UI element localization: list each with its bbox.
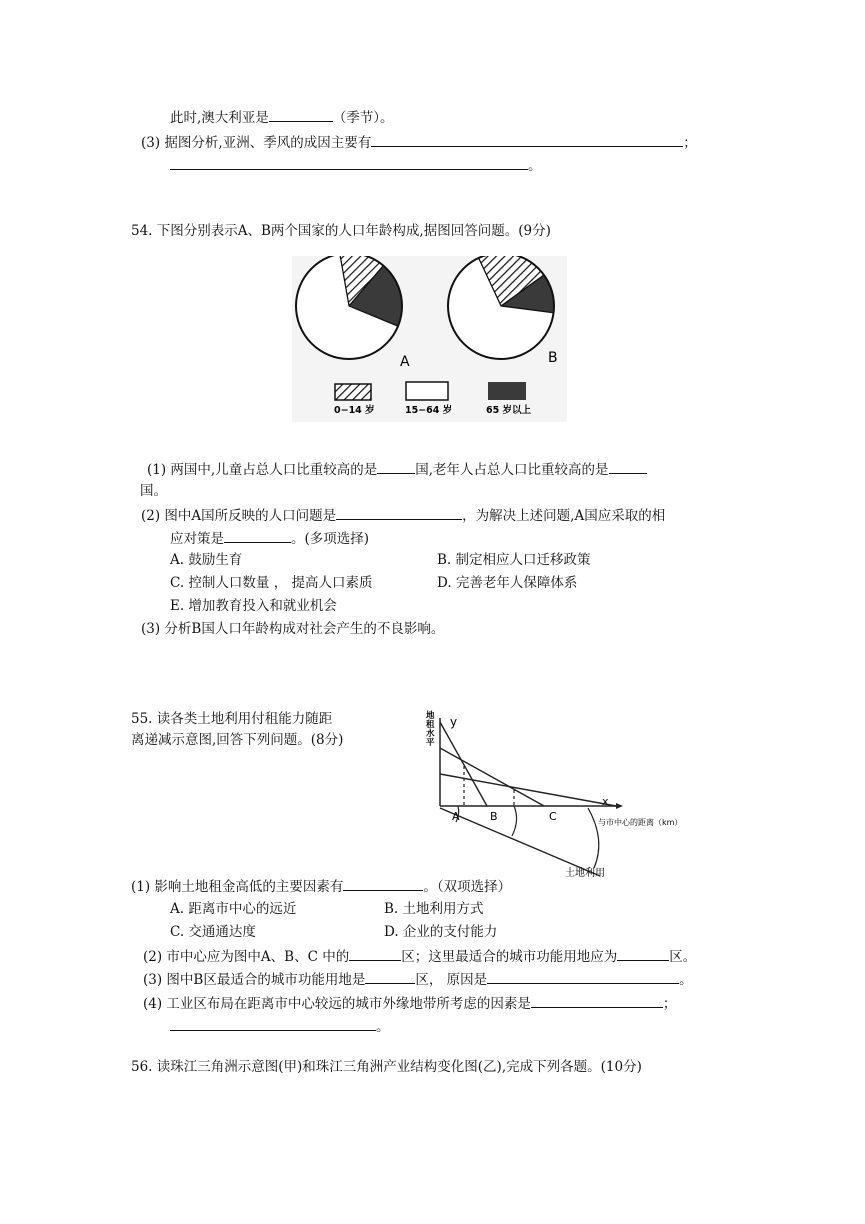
q54-part1-end: 国。 [140, 483, 167, 499]
q55-part1: (1) 影响土地租金高低的主要因素有 。（双项选择） [131, 876, 511, 896]
answer-blank[interactable] [349, 946, 401, 961]
lower-boundary [440, 808, 600, 876]
answer-blank[interactable] [170, 155, 528, 170]
answer-blank[interactable] [336, 505, 462, 520]
answer-blank[interactable] [170, 1016, 376, 1031]
q54-option-a: A. 鼓励生育 [170, 552, 243, 568]
q55-title-line2: 离递减示意图,回答下列问题。(8分) [131, 732, 344, 748]
q54-option-c: C. 控制人口数量 ， 提高人口素质 [170, 575, 373, 591]
q53-part3: (3) 据图分析,亚洲、季风的成因主要有 ； [141, 132, 697, 152]
bottom-label: 土地利用 [565, 868, 605, 879]
q55-part4-cont: 。 [170, 1016, 390, 1036]
q55-title-line1: 55. 读各类土地利用付租能力随距 [131, 711, 333, 727]
q55-option-a: A. 距离市中心的远近 [170, 901, 297, 917]
answer-blank[interactable] [487, 969, 679, 984]
zone-b-label: B [490, 810, 498, 823]
zone-a-label: A [452, 810, 460, 823]
q54-part2: (2) 图中A国所反映的人口问题是 ，为解决上述问题,A国应采取的相 [141, 505, 665, 525]
zone-c-label: C [549, 810, 557, 823]
x-axis-arrow [616, 803, 623, 809]
rent-line-a [440, 722, 487, 806]
answer-blank[interactable] [365, 969, 415, 984]
q54-part3: (3) 分析B国人口年龄构成对社会产生的不良影响。 [141, 621, 445, 637]
zone-arc-c [588, 808, 599, 868]
y-axis-label: y [450, 715, 458, 729]
legend-label-elderly: 65 岁以上 [486, 405, 532, 416]
pie-b-label: B [548, 350, 558, 366]
legend-swatch-elderly [488, 382, 526, 400]
q56-title: 56. 读珠江三角洲示意图(甲)和珠江三角洲产业结构变化图(乙),完成下列各题。(10分) [131, 1059, 642, 1075]
land-rent-diagram [420, 708, 720, 880]
q55-figure [420, 708, 720, 880]
zone-arc-b [512, 806, 517, 836]
q54-option-b: B. 制定相应人口迁移政策 [437, 552, 591, 568]
q54-option-d: D. 完善老年人保障体系 [437, 575, 578, 591]
x-axis-label: x [602, 795, 609, 808]
answer-blank[interactable] [269, 107, 333, 122]
answer-blank[interactable] [609, 459, 647, 474]
pie-a [296, 256, 402, 359]
q55-option-d: D. 企业的支付能力 [384, 924, 498, 940]
q54-part1: (1) 两国中,儿童占总人口比重较高的是 国,老年人占总人口比重较高的是 [147, 459, 647, 479]
legend-swatch-working [406, 382, 448, 400]
answer-blank[interactable] [371, 132, 683, 147]
legend-label-working: 15−64 岁 [405, 405, 453, 416]
pie-a-label: A [400, 354, 410, 370]
legend-label-children: 0−14 岁 [334, 405, 375, 416]
q55-part2: (2) 市中心应为图中A、B、C 中的 区；这里最适合的城市功能用地应为 区。 [143, 946, 696, 966]
q55-option-b: B. 土地利用方式 [384, 901, 484, 917]
q54-figure [292, 256, 567, 422]
q54-title: 54. 下图分别表示A、B两个国家的人口年龄构成,据图回答问题。(9分) [131, 223, 551, 239]
pie-b [448, 256, 554, 359]
answer-blank[interactable] [377, 459, 415, 474]
q54-option-e: E. 增加教育投入和就业机会 [170, 598, 337, 614]
answer-blank[interactable] [224, 528, 291, 543]
q53-line-season: 此时,澳大利亚是 （季节）。 [170, 107, 394, 127]
q55-part3: (3) 图中B区最适合的城市功能用地是 区， 原因是 。 [143, 969, 693, 989]
answer-blank[interactable] [531, 993, 663, 1008]
y-axis-title: 地租水平 [426, 711, 435, 748]
q53-part3-cont: 。 [170, 155, 542, 175]
q55-part4: (4) 工业区布局在距离市中心较远的城市外缘地带所考虑的因素是 ； [143, 993, 676, 1013]
x-axis-title: 与市中心的距离（km） [598, 818, 683, 827]
rent-line-c [440, 774, 616, 806]
pie-charts [292, 256, 567, 422]
answer-blank[interactable] [617, 946, 669, 961]
q55-option-c: C. 交通通达度 [170, 924, 256, 940]
legend-swatch-children [335, 384, 371, 400]
answer-blank[interactable] [343, 876, 423, 891]
q54-part2-cont: 应对策是 。(多项选择) [170, 528, 369, 548]
